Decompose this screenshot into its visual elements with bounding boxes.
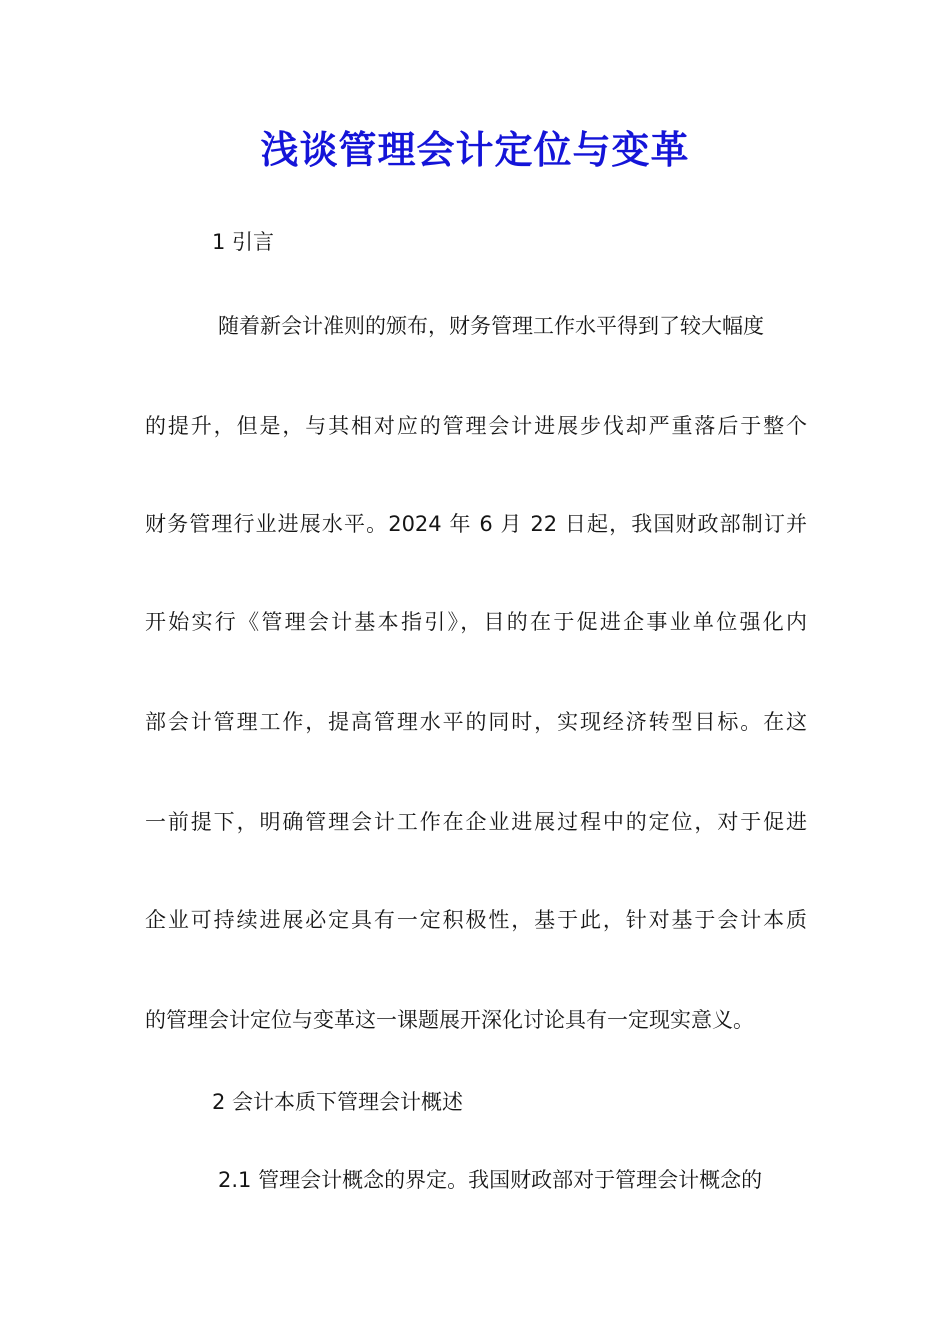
- paragraph-line: 一前提下，明确管理会计工作在企业进展过程中的定位，对于促进: [145, 810, 807, 834]
- paragraph-line: 财务管理行业进展水平。2024 年 6 月 22 日起，我国财政部制订并: [145, 512, 807, 536]
- paragraph-line: 的管理会计定位与变革这一课题展开深化讨论具有一定现实意义。: [145, 1008, 754, 1032]
- section-heading-introduction: 1 引言: [212, 230, 275, 254]
- section-heading-overview: 2 会计本质下管理会计概述: [212, 1090, 464, 1114]
- document-title: 浅谈管理会计定位与变革: [260, 127, 690, 172]
- paragraph-line: 开始实行《管理会计基本指引》，目的在于促进企事业单位强化内: [145, 610, 807, 634]
- paragraph-line: 2.1 管理会计概念的界定。我国财政部对于管理会计概念的: [218, 1168, 763, 1192]
- paragraph-line: 随着新会计准则的颁布，财务管理工作水平得到了较大幅度: [218, 314, 764, 338]
- paragraph-line: 企业可持续进展必定具有一定积极性，基于此，针对基于会计本质: [145, 908, 807, 932]
- paragraph-line: 的提升，但是，与其相对应的管理会计进展步伐却严重落后于整个: [145, 414, 807, 438]
- paragraph-line: 部会计管理工作，提高管理水平的同时，实现经济转型目标。在这: [145, 710, 807, 734]
